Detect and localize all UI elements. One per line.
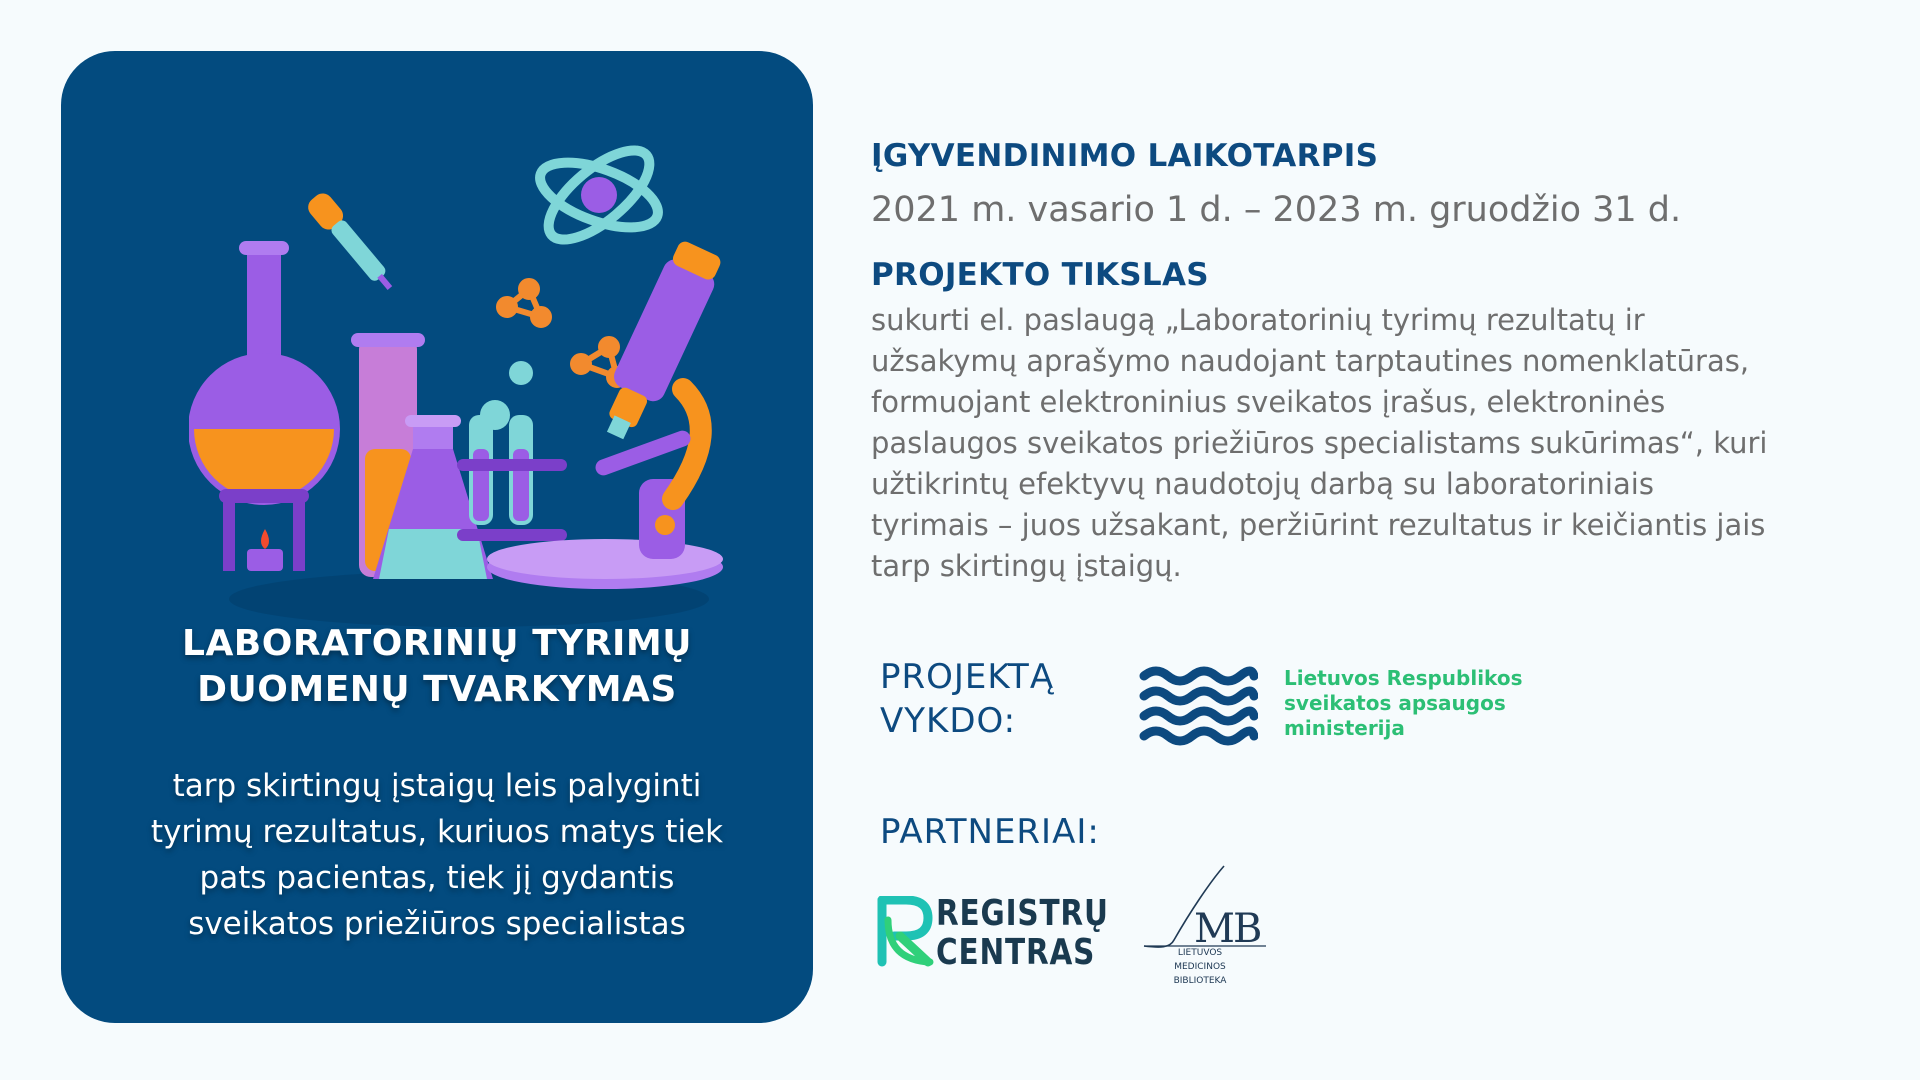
dropper-icon xyxy=(304,189,400,296)
lmb-caption-line: LIETUVOS xyxy=(1177,948,1223,958)
registru-centras-line: REGISTRŲ xyxy=(936,893,1109,934)
ministry-name-line: ministerija xyxy=(1284,716,1405,740)
goal-text-line: formuojant elektroninius sveikatos įrašus, elektroninės xyxy=(871,385,1666,419)
card-description-line: tyrimų rezultatus, kuriuos matys tiek xyxy=(150,814,724,850)
ministry-wave-logo xyxy=(1138,664,1258,748)
registru-centras-wordmark xyxy=(936,894,1109,972)
lmb-caption-line: BIBLIOTEKA xyxy=(1173,976,1227,986)
goal-text-line: sukurti el. paslaugą „Laboratorinių tyrimų rezultatų ir xyxy=(871,303,1645,337)
laboratory-equipment-illustration xyxy=(189,129,749,649)
executor-label xyxy=(880,655,1080,743)
svg-text:MB: MB xyxy=(1194,906,1261,952)
executor-label-line: PROJEKTĄ xyxy=(880,657,1055,697)
card-title-line: DUOMENŲ TVARKYMAS xyxy=(197,669,677,710)
lmb-caption-line: MEDICINOS xyxy=(1174,962,1226,972)
lmb-logo xyxy=(1140,862,1270,952)
info-card xyxy=(61,51,813,1023)
goal-text xyxy=(871,300,1811,587)
round-flask-icon xyxy=(189,241,340,571)
goal-text-line: paslaugos sveikatos priežiūros specialistams sukūrimas“, kuri xyxy=(871,426,1768,460)
card-title xyxy=(61,621,813,713)
partners-label: PARTNERIAI: xyxy=(880,812,1100,852)
goal-text-line: tyrimais – juos užsakant, peržiūrint rezultatus ir keičiantis jais xyxy=(871,508,1766,542)
atom-icon xyxy=(532,135,666,255)
card-description xyxy=(101,763,773,947)
test-tube-rack-icon xyxy=(457,415,567,541)
ministry-name-line: Lietuvos Respublikos xyxy=(1284,666,1523,690)
goal-text-line: užtikrintų efektyvų naudotojų darbą su laboratoriniais xyxy=(871,467,1654,501)
period-dates: 2021 m. vasario 1 d. – 2023 m. gruodžio 31 d. xyxy=(871,190,1682,230)
ministry-name xyxy=(1284,666,1522,741)
executor-label-line: VYKDO: xyxy=(880,701,1017,741)
lmb-caption xyxy=(1160,946,1240,988)
goal-title: PROJEKTO TIKSLAS xyxy=(871,257,1209,293)
goal-text-line: tarp skirtingų įstaigų. xyxy=(871,549,1182,583)
registru-centras-line: CENTRAS xyxy=(936,932,1096,973)
card-description-line: sveikatos priežiūros specialistas xyxy=(188,906,686,942)
registru-centras-logo xyxy=(876,896,942,968)
goal-text-line: užsakymų aprašymo naudojant tarptautines nomenklatūras, xyxy=(871,344,1750,378)
period-title: ĮGYVENDINIMO LAIKOTARPIS xyxy=(871,138,1379,174)
card-description-line: pats pacientas, tiek jį gydantis xyxy=(199,860,675,896)
ministry-name-line: sveikatos apsaugos xyxy=(1284,691,1506,715)
card-description-line: tarp skirtingų įstaigų leis palyginti xyxy=(172,768,702,804)
card-title-line: LABORATORINIŲ TYRIMŲ xyxy=(182,623,692,664)
